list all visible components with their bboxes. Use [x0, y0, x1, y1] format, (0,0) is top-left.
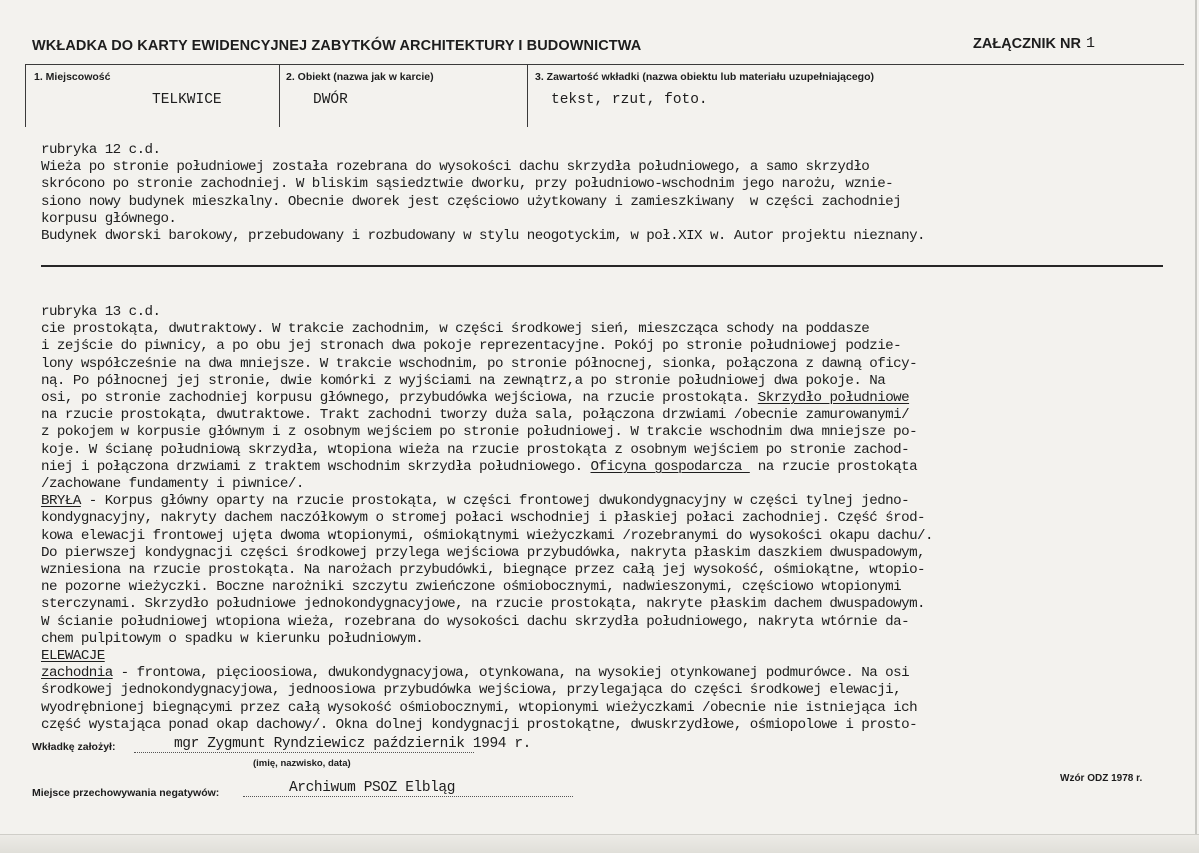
object-value: DWÓR	[313, 92, 348, 108]
locality-value: TELKWICE	[152, 92, 222, 108]
text-line: rubryka 12 c.d.	[41, 142, 161, 158]
text-line: koje. W ścianę południową skrzydła, wtopiona wieża na rzucie prostokąta z osobnym wejściem po stronie zachod-	[41, 441, 910, 458]
subheading-bryla: BRYŁA	[41, 493, 81, 510]
text-line: ną. Po północnej jej stronie, dwie komórki z wyjściami na zewnątrz,a po stronie południowej dwa pokoje. Na	[41, 372, 886, 389]
object-label: 2. Obiekt (nazwa jak w karcie)	[286, 71, 434, 83]
text-line: i zejście do piwnicy, a po obu jej stronach dwa pokoje reprezentacyjne. Pokój po stronie południowej podzie-	[41, 338, 902, 355]
form-model-label: Wzór ODZ 1978 r.	[1060, 773, 1143, 784]
contents-label: 3. Zawartość wkładki (nazwa obiektu lub materiału uzupełniającego)	[535, 71, 874, 83]
text-line: kondygnacyjny, nakryty dachem naczółkowym o stromej połaci wschodniej i płaskiej połaci zachodniej. Część środ-	[41, 510, 925, 527]
text-line: kowa elewacji frontowej ujęta dwoma wtopionymi, ośmiokątnymi wieżyczkami /rozebranymi do wysokości okapu dachu/.	[41, 527, 933, 544]
text-line	[41, 665, 1181, 682]
subheading-farm-annex: Oficyna gospodarcza	[590, 458, 750, 475]
rubryka-12-text	[41, 142, 1181, 245]
text-span: na rzucie prostokąta	[749, 458, 918, 475]
text-line: środkowej jednokondygnacyjowa, jednoosiowa przybudówka wejściowa, przylegająca do części środkowej elewacji,	[41, 682, 902, 699]
text-line: /zachowane fundamenty i piwnice/.	[41, 476, 304, 493]
contents-field	[527, 64, 1184, 127]
text-line: na rzucie prostokąta, dwutraktowe. Trakt zachodni tworzy duża sala, połączona drzwiami /obecnie zamurowanymi/	[41, 407, 910, 424]
text-line: skrócono po stronie zachodniej. W bliskim sąsiedztwie dworku, przy południowo-wschodnim jego narożu, wznie-	[41, 176, 894, 193]
text-line: wzniesiona na rzucie prostokąta. Na narożach przybudówki, biegnące przez całą jej wysokość, ośmiokątne, wtopio-	[41, 562, 925, 579]
text-line: sterczynami. Skrzydło południowe jednokondygnacyjowe, na rzucie prostokąta, nakryte płaskim dachem dwuspadowym.	[41, 596, 925, 613]
section-divider	[41, 265, 1163, 267]
contents-value: tekst, rzut, foto.	[551, 92, 708, 108]
negatives-storage-value: Archiwum PSOZ Elbląg	[243, 780, 573, 797]
text-line: chem pulpitowym o spadku w kierunku południowym.	[41, 630, 424, 647]
subheading-west-facade: zachodnia	[41, 665, 113, 682]
text-line: Budynek dworski barokowy, przebudowany i rozbudowany w stylu neogotyckim, w poł.XIX w. Autor projektu nieznany.	[41, 228, 925, 245]
locality-label: 1. Miejscowość	[34, 71, 111, 83]
text-line: W ścianie południowej wtopiona wieża, rozebrana do wysokości dachu skrzydła południowego, nakryta wtórnie da-	[41, 613, 910, 630]
rubryka-13-text	[41, 304, 1181, 734]
object-field	[278, 64, 528, 127]
card-edge-right	[1195, 0, 1197, 853]
text-span: - frontowa, pięcioosiowa, dwukondygnacyjowa, otynkowana, na wysokiej otynkowanej podmurówce. Na osi	[112, 665, 910, 682]
text-span: osi, po stronie zachodniej korpusu głównego, przybudówka wejściowa, na rzucie prostokąta.	[41, 390, 758, 407]
text-span: - Korpus główny oparty na rzucie prostokąta, w części frontowej dwukondygnacyjny w części tylnej jedno-	[80, 493, 910, 510]
text-line	[41, 648, 1181, 665]
card-title: WKŁADKA DO KARTY EWIDENCYJNEJ ZABYTKÓW ARCHITEKTURY I BUDOWNICTWA	[32, 38, 642, 54]
author-label: Wkładkę założył:	[32, 741, 116, 753]
author-hint: (imię, nazwisko, data)	[253, 758, 351, 769]
text-line: rubryka 13 c.d.	[41, 304, 161, 320]
text-line: lony współcześnie na dwa mniejsze. W trakcie wschodnim, po stronie północnej, sionka, połączona z dawną oficy-	[41, 355, 918, 372]
text-span: niej i połączona drzwiami z traktem wschodnim skrzydła południowego.	[41, 458, 591, 475]
text-line: Do pierwszej kondygnacji części środkowej przylega wejściowa przybudówka, nakryta płaskim daszkiem dwuspadowym,	[41, 544, 925, 561]
text-line: korpusu głównego.	[41, 210, 177, 227]
text-line	[41, 390, 1181, 407]
negatives-storage-label: Miejsce przechowywania negatywów:	[32, 787, 220, 799]
text-line	[41, 493, 1181, 510]
subheading-elewacje: ELEWACJE	[41, 648, 105, 665]
attachment-label: ZAŁĄCZNIK NR	[973, 36, 1081, 52]
text-line: Wieża po stronie południowej została rozebrana do wysokości dachu skrzydła południowego, a samo skrzydło	[41, 159, 870, 176]
text-line: siono nowy budynek mieszkalny. Obecnie dworek jest częściowo użytkowany i zamieszkiwany w części zachodniej	[41, 193, 902, 210]
text-line: wyodrębnionej biegnącymi przez całą wysokość ośmiobocznymi, wtopionymi wieżyczkami /obecnie nie istniejąca ich	[41, 699, 918, 716]
text-line	[41, 459, 1181, 476]
text-line: część wystająca ponad okap dachowy/. Okna dolnej kondygnacji prostokątne, dwuskrzydłowe, ośmiopolowe i prosto-	[41, 716, 918, 733]
text-line: cie prostokąta, dwutraktowy. W trakcie zachodnim, w części środkowej sień, mieszcząca schody na poddasze	[41, 321, 870, 338]
subheading-south-wing: Skrzydło południowe	[757, 390, 910, 407]
text-line: ne pozorne wieżyczki. Boczne narożniki szczytu zwieńczone ośmiobocznymi, nadwieszonymi, częściowo wtopionymi	[41, 579, 902, 596]
card-edge-bottom	[0, 834, 1199, 853]
text-line: z pokojem w korpusie głównym i z osobnym wejściem po stronie południowej. W trakcie wschodnim dwa mniejsze po-	[41, 424, 918, 441]
locality-field	[25, 64, 280, 127]
author-value: mgr Zygmunt Ryndziewicz październik 1994 r.	[134, 736, 474, 753]
attachment-number: 1	[1086, 35, 1096, 52]
